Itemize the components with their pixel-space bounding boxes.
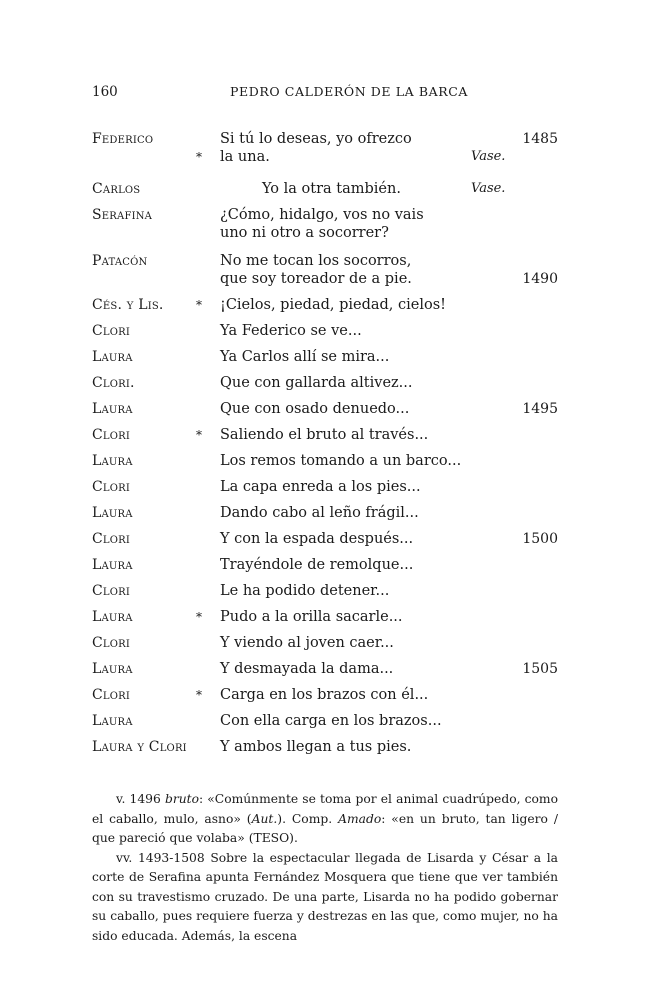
line-number: 1485 [522,131,558,147]
verse-text: Si tú lo deseas, yo ofrezco [220,131,412,147]
verse-line [0,222,650,244]
asterisk-marker: * [196,610,202,624]
verse-line [0,632,650,654]
verse-text: Saliendo el bruto al través... [220,427,429,443]
speaker-name: Serafina [92,207,153,223]
speaker-name: Clori [92,531,131,547]
speaker-name: Clori. [92,375,135,391]
verse-line [0,450,650,472]
verse-text: Los remos tomando a un barco... [220,453,462,469]
speaker-name: Laura [92,609,133,625]
verse-text: Dando cabo al leño frágil... [220,505,419,521]
line-number: 1500 [522,531,558,547]
verse-text: Le ha podido detener... [220,583,390,599]
line-number: 1490 [522,271,558,287]
verse-text: Que con gallarda altivez... [220,375,413,391]
asterisk-marker: * [196,150,202,164]
verse-text: Ya Federico se ve... [220,323,362,339]
verse-line [0,710,650,732]
footnotes [92,790,558,946]
verse-text: La capa enreda a los pies... [220,479,421,495]
speaker-name: Clori [92,479,131,495]
verse-text: Y desmayada la dama... [220,661,394,677]
stage-direction: Vase. [471,181,506,196]
verse-line [0,424,650,446]
stage-direction: Vase. [471,149,506,164]
verse-line [0,178,650,200]
running-header [92,84,558,104]
verse-text: Ya Carlos allí se mira... [220,349,390,365]
verse-text: Y viendo al joven caer... [220,635,394,651]
verse-line [0,606,650,628]
asterisk-marker: * [196,428,202,442]
footnote: vv. 1493-1508 Sobre la espectacular llegada de Lisarda y César a la corte de Serafina apunta Fernández Mosquera que tiene que ver también con su travestismo cruzado. De una parte, Lisarda no ha podido gobernar su caballo, pues requiere fuerza y destrezas en las que, como mujer, no ha sido educada. Además, la escena [92,850,558,943]
speaker-name: Laura [92,349,133,365]
verse-line [0,320,650,342]
speaker-name: Cés. y Lis. [92,297,164,313]
verse-line [0,736,650,758]
verse-text: uno ni otro a socorrer? [220,225,389,241]
verse-text: Pudo a la orilla sacarle... [220,609,403,625]
verse-line [0,268,650,290]
verse-line [0,146,650,168]
speaker-name: Carlos [92,181,141,197]
verse-line [0,398,650,420]
verse-text: Trayéndole de remolque... [220,557,414,573]
speaker-name: Clori [92,687,131,703]
speaker-name: Federico [92,131,154,147]
line-number: 1495 [522,401,558,417]
verse-line [0,372,650,394]
verse-text: No me tocan los socorros, [220,253,412,269]
verse-text: Yo la otra también. [262,181,401,197]
speaker-name: Laura y Clori [92,739,187,755]
verse-text: Y ambos llegan a tus pies. [220,739,412,755]
verse-text: ¡Cielos, piedad, piedad, cielos! [220,297,446,313]
speaker-name: Laura [92,505,133,521]
verse-line [0,554,650,576]
page-number: 160 [92,84,118,100]
verse-line [0,502,650,524]
speaker-name: Patacón [92,253,148,269]
verse-text: Y con la espada después... [220,531,414,547]
speaker-name: Laura [92,401,133,417]
asterisk-marker: * [196,688,202,702]
verse-text: Con ella carga en los brazos... [220,713,442,729]
verse-text: Carga en los brazos con él... [220,687,429,703]
speaker-name: Laura [92,557,133,573]
line-number: 1505 [522,661,558,677]
verse-line [0,528,650,550]
verse-line [0,476,650,498]
asterisk-marker: * [196,298,202,312]
verse-text: que soy toreador de a pie. [220,271,412,287]
verse-text: la una. [220,149,270,165]
speaker-name: Clori [92,635,131,651]
verse-text: ¿Cómo, hidalgo, vos no vais [220,207,424,223]
speaker-name: Laura [92,713,133,729]
footnote: v. 1496 bruto: «Comúnmente se toma por el animal cuadrúpedo, como el caballo, mulo, asno» (Aut.). Comp. Amado: «en un bruto, tan ligero / que pareció que volaba» (TESO). [92,792,559,845]
speaker-name: Laura [92,661,133,677]
speaker-name: Clori [92,583,131,599]
verse-line [0,580,650,602]
verse-line [0,684,650,706]
verse-text: Que con osado denuedo... [220,401,410,417]
speaker-name: Clori [92,323,131,339]
running-title: PEDRO CALDERÓN DE LA BARCA [230,84,469,99]
verse-line [0,294,650,316]
speaker-name: Clori [92,427,131,443]
verse-line [0,658,650,680]
speaker-name: Laura [92,453,133,469]
verse-line [0,346,650,368]
